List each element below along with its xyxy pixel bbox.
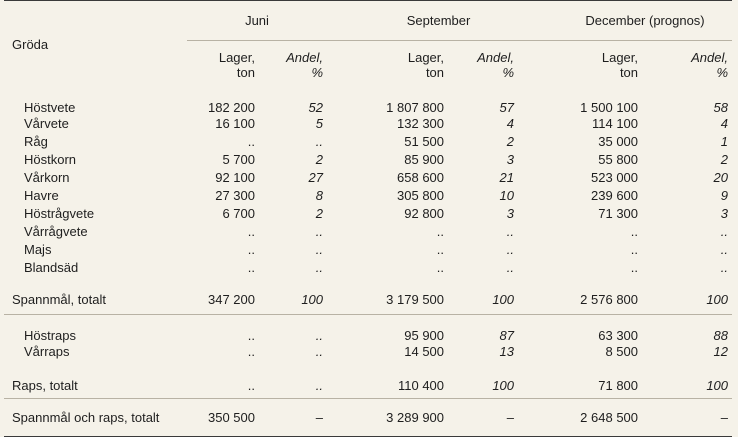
table-body bbox=[4, 89, 732, 437]
table-row bbox=[4, 133, 732, 151]
andel-value: 100 bbox=[301, 291, 324, 307]
lager-value: 92 800 bbox=[404, 206, 445, 221]
lager-value: .. bbox=[247, 344, 255, 359]
table-row bbox=[4, 187, 732, 205]
crop-name: Vårrågvete bbox=[24, 224, 88, 239]
andel-value: 3 bbox=[720, 206, 729, 221]
andel-value: 57 bbox=[499, 99, 515, 115]
lager-value: 8 500 bbox=[605, 344, 639, 359]
lager-value: 182 200 bbox=[208, 99, 255, 115]
andel-value: .. bbox=[315, 134, 324, 149]
lager-value: 2 576 800 bbox=[580, 291, 639, 307]
table-row bbox=[4, 343, 732, 361]
andel-value: .. bbox=[315, 260, 324, 275]
andel-value: 13 bbox=[499, 344, 515, 359]
andel-value: .. bbox=[720, 242, 729, 257]
grand-total-row bbox=[4, 399, 732, 437]
table-row bbox=[4, 169, 732, 187]
lager-value: .. bbox=[247, 224, 255, 239]
lager-value: 3 289 900 bbox=[386, 410, 445, 425]
andel-value: 88 bbox=[713, 327, 729, 343]
andel-value: 2 bbox=[315, 152, 324, 167]
crop-name: Vårraps bbox=[24, 344, 70, 359]
crop-name: Vårvete bbox=[24, 116, 69, 131]
andel-value: 52 bbox=[308, 99, 324, 115]
lager-value: 85 900 bbox=[404, 152, 445, 167]
andel-value: – bbox=[720, 410, 729, 425]
andel-value: 1 bbox=[720, 134, 729, 149]
lager-header: Lager, ton bbox=[601, 49, 639, 80]
lager-header: Lager, ton bbox=[407, 49, 445, 80]
andel-value: 2 bbox=[720, 152, 729, 167]
crop-column-header: Gröda bbox=[12, 37, 49, 53]
lager-value: 95 900 bbox=[404, 327, 445, 343]
table-row bbox=[4, 259, 732, 277]
lager-value: 51 500 bbox=[404, 134, 445, 149]
group-header-december: December (prognos) bbox=[585, 13, 705, 28]
crop-name: Vårkorn bbox=[24, 170, 70, 185]
crop-name: Råg bbox=[24, 134, 48, 149]
andel-value: 4 bbox=[506, 116, 515, 131]
andel-value: 12 bbox=[713, 344, 729, 359]
crop-name: Höstrågvete bbox=[24, 206, 95, 221]
lager-value: 71 300 bbox=[598, 206, 639, 221]
group-header-september: September bbox=[406, 13, 471, 28]
andel-value: .. bbox=[315, 224, 324, 239]
table-row bbox=[4, 315, 732, 343]
lager-value: 3 179 500 bbox=[386, 291, 445, 307]
lager-value: 239 600 bbox=[591, 188, 639, 203]
lager-value: .. bbox=[436, 260, 445, 275]
lager-value: 55 800 bbox=[598, 152, 639, 167]
lager-value: 71 800 bbox=[598, 377, 639, 393]
lager-value: 35 000 bbox=[598, 134, 639, 149]
andel-value: 100 bbox=[706, 291, 729, 307]
crop-name: Havre bbox=[24, 188, 59, 203]
table-row bbox=[4, 241, 732, 259]
andel-value: 9 bbox=[720, 188, 729, 203]
lager-value: .. bbox=[436, 224, 445, 239]
lager-value: 27 300 bbox=[215, 188, 255, 203]
andel-value: 21 bbox=[499, 170, 515, 185]
lager-value: .. bbox=[247, 134, 255, 149]
group-header-juni: Juni bbox=[245, 13, 269, 28]
lager-value: 63 300 bbox=[598, 327, 639, 343]
andel-value: 58 bbox=[713, 99, 729, 115]
andel-value: .. bbox=[720, 224, 729, 239]
lager-value: .. bbox=[247, 327, 255, 343]
andel-value: 2 bbox=[506, 134, 515, 149]
rape-total-row bbox=[4, 361, 732, 393]
lager-value: .. bbox=[436, 242, 445, 257]
andel-value: .. bbox=[315, 377, 324, 393]
andel-value: .. bbox=[720, 260, 729, 275]
lager-value: .. bbox=[247, 260, 255, 275]
andel-value: – bbox=[506, 410, 515, 425]
andel-value: .. bbox=[315, 242, 324, 257]
andel-header: Andel, % bbox=[477, 49, 515, 80]
crop-name: Höstraps bbox=[24, 327, 77, 343]
lager-value: 2 648 500 bbox=[580, 410, 639, 425]
lager-value: 347 200 bbox=[208, 291, 255, 307]
andel-value: 10 bbox=[499, 188, 515, 203]
table-row bbox=[4, 307, 732, 315]
lager-value: 523 000 bbox=[591, 170, 639, 185]
andel-value: 2 bbox=[315, 206, 324, 221]
andel-value: 5 bbox=[315, 116, 324, 131]
lager-value: 114 100 bbox=[591, 116, 639, 131]
lager-header: Lager, ton bbox=[218, 49, 255, 80]
lager-value: 305 800 bbox=[397, 188, 445, 203]
crop-storage-table bbox=[4, 0, 732, 437]
andel-value: 100 bbox=[706, 377, 729, 393]
andel-value: .. bbox=[506, 224, 515, 239]
andel-value: .. bbox=[315, 344, 324, 359]
andel-value: 100 bbox=[492, 291, 515, 307]
andel-value: 8 bbox=[315, 188, 324, 203]
lager-value: .. bbox=[247, 377, 255, 393]
andel-value: 20 bbox=[713, 170, 729, 185]
table-row bbox=[4, 223, 732, 241]
crop-name: Spannmål och raps, totalt bbox=[12, 410, 160, 425]
cereal-total-row bbox=[4, 277, 732, 307]
lager-value: .. bbox=[630, 242, 639, 257]
crop-name: Höstkorn bbox=[24, 152, 77, 167]
lager-value: 110 400 bbox=[397, 377, 445, 393]
andel-header: Andel, % bbox=[286, 49, 324, 80]
andel-value: .. bbox=[315, 327, 324, 343]
table-row bbox=[4, 205, 732, 223]
lager-value: 92 100 bbox=[215, 170, 255, 185]
lager-value: .. bbox=[247, 242, 255, 257]
lager-value: 658 600 bbox=[397, 170, 445, 185]
lager-value: 1 807 800 bbox=[386, 99, 445, 115]
crop-name: Majs bbox=[24, 242, 52, 257]
lager-value: .. bbox=[630, 260, 639, 275]
lager-value: 5 700 bbox=[222, 152, 255, 167]
lager-value: 16 100 bbox=[215, 116, 255, 131]
andel-value: 100 bbox=[492, 377, 515, 393]
table-row bbox=[4, 89, 732, 115]
andel-value: 4 bbox=[720, 116, 729, 131]
andel-header: Andel, % bbox=[691, 49, 729, 80]
crop-name: Blandsäd bbox=[24, 260, 79, 275]
lager-value: 350 500 bbox=[208, 410, 255, 425]
table-row bbox=[4, 151, 732, 169]
andel-value: – bbox=[315, 410, 324, 425]
table-row bbox=[4, 115, 732, 133]
lager-value: 132 300 bbox=[397, 116, 445, 131]
crop-name: Spannmål, totalt bbox=[12, 291, 106, 307]
andel-value: 3 bbox=[506, 206, 515, 221]
andel-value: .. bbox=[506, 242, 515, 257]
andel-value: 3 bbox=[506, 152, 515, 167]
andel-value: 87 bbox=[499, 327, 515, 343]
andel-value: 27 bbox=[308, 170, 324, 185]
lager-value: .. bbox=[630, 224, 639, 239]
crop-name: Raps, totalt bbox=[12, 377, 78, 393]
crop-name: Höstvete bbox=[24, 99, 76, 115]
lager-value: 6 700 bbox=[222, 206, 255, 221]
lager-value: 14 500 bbox=[404, 344, 445, 359]
andel-value: .. bbox=[506, 260, 515, 275]
lager-value: 1 500 100 bbox=[580, 99, 639, 115]
